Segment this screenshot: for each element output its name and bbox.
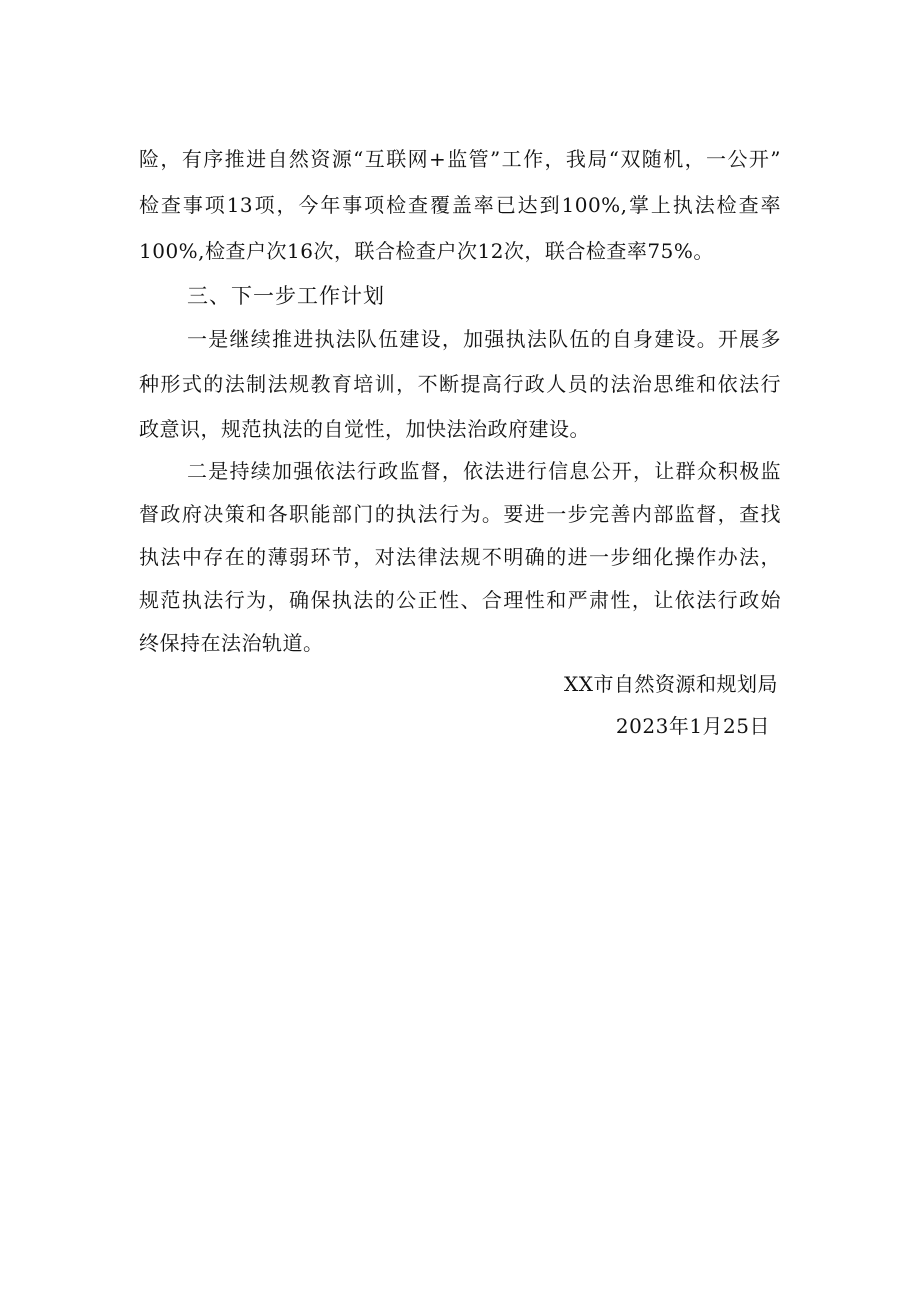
paragraph-line: 规范执法行为，确保执法的公正性、合理性和严肃性，让依法行政始 — [139, 588, 781, 612]
signature-date: 2023年1月25日 — [615, 714, 770, 738]
section-heading-next-steps: 三、下一步工作计划 — [187, 284, 385, 308]
paragraph-line: 二是持续加强依法行政监督，依法进行信息公开，让群众积极监 — [187, 459, 781, 483]
paragraph-line: 政意识，规范执法的自觉性，加快法治政府建设。 — [139, 417, 590, 441]
paragraph-line: 100%,检查户次16次，联合检查户次12次，联合检查率75%。 — [139, 239, 714, 263]
paragraph-line: 执法中存在的薄弱环节，对法律法规不明确的进一步细化操作办法， — [139, 545, 781, 569]
paragraph-line: 一是继续推进执法队伍建设，加强执法队伍的自身建设。开展多 — [187, 327, 781, 351]
paragraph-line: 险，有序推进自然资源“互联网+监管”工作，我局“双随机，一公开” — [139, 147, 781, 171]
paragraph-line: 督政府决策和各职能部门的执法行为。要进一步完善内部监督，查找 — [139, 502, 781, 526]
signature-organization: XX市自然资源和规划局 — [564, 672, 778, 696]
paragraph-line: 检查事项13项，今年事项检查覆盖率已达到100%,掌上执法检查率 — [139, 193, 781, 217]
paragraph-line: 终保持在法治轨道。 — [139, 631, 324, 655]
paragraph-line: 种形式的法制法规教育培训，不断提高行政人员的法治思维和依法行 — [139, 372, 781, 396]
